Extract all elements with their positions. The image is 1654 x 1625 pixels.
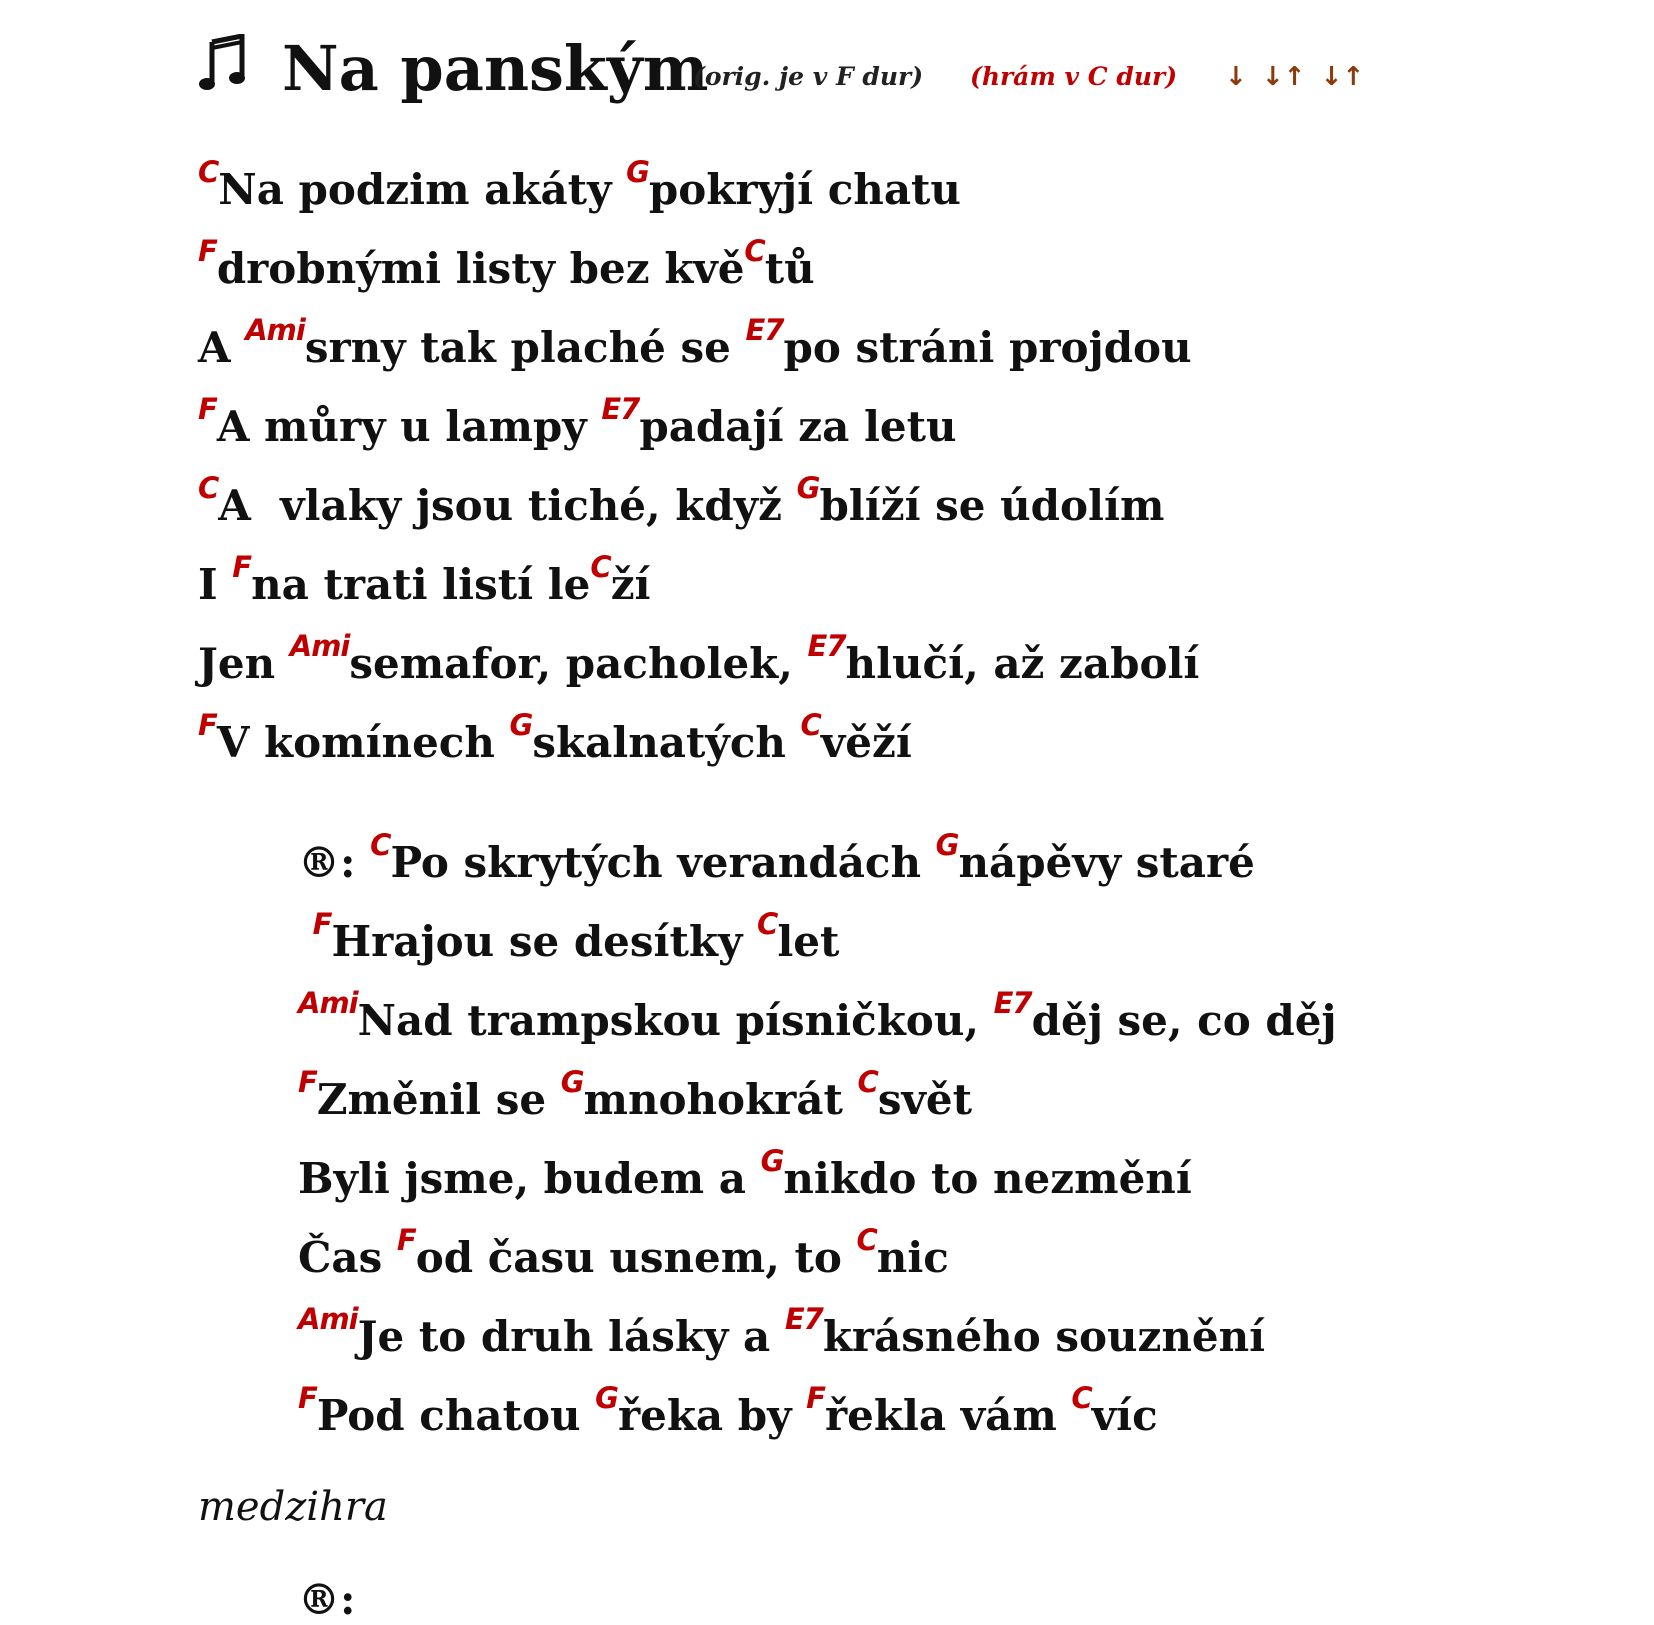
transpose-down-button[interactable]: ↓	[1225, 62, 1247, 92]
chord-label: C	[198, 155, 219, 189]
chord-label: Ami	[245, 313, 305, 347]
chord-label: C	[757, 907, 778, 941]
chord-label: G	[626, 155, 649, 189]
chord-label: F	[312, 907, 332, 941]
verse-line	[198, 392, 957, 456]
verse-line	[198, 550, 651, 614]
chord-label: C	[744, 234, 765, 268]
chord-label: E7	[807, 629, 846, 663]
lyric-text: víc	[1091, 1391, 1158, 1440]
chord-label: C	[800, 708, 821, 742]
lyric-text: Nad trampskou písničkou,	[357, 996, 994, 1045]
chord-label: C	[590, 550, 611, 584]
chord-label: G	[796, 471, 820, 505]
lyric-text: blíží se údolím	[819, 481, 1165, 530]
lyric-text: Hrajou se desítky	[331, 917, 758, 966]
chord-label: E7	[601, 392, 640, 426]
chord-label: F	[198, 234, 217, 268]
lyric-text: řeka by	[617, 1391, 807, 1440]
lyric-text: svět	[877, 1075, 972, 1124]
lyric-text: A	[198, 323, 246, 372]
verse-line	[198, 234, 815, 298]
lyric-text: padají za letu	[639, 402, 957, 451]
lyric-text: řekla vám	[824, 1391, 1072, 1440]
chord-label: F	[298, 1381, 317, 1415]
chord-label: G	[509, 708, 533, 742]
lyric-text: semafor, pacholek,	[349, 639, 808, 688]
verse-line	[198, 313, 1192, 377]
lyric-text: tů	[764, 244, 815, 293]
interlude-label: medzihra	[198, 1484, 388, 1530]
lyric-text: ží	[610, 560, 651, 609]
lyric-text: od času usnem, to	[415, 1233, 857, 1282]
chord-label: Ami	[298, 1302, 358, 1336]
verse-line	[198, 708, 912, 772]
lyric-text: ®:	[298, 838, 371, 887]
chorus-line	[298, 1302, 1266, 1366]
chord-label: E7	[745, 313, 784, 347]
lyric-text: Změnil se	[316, 1075, 561, 1124]
chord-label: E7	[784, 1302, 823, 1336]
lyric-text: A můry u lampy	[216, 402, 602, 451]
lyric-text: Na podzim akáty	[218, 165, 627, 214]
transpose-toggle-button-2[interactable]: ↓↑	[1320, 62, 1365, 92]
lyric-text: Pod chatou	[316, 1391, 596, 1440]
verse-line	[198, 629, 1200, 693]
chord-label: C	[857, 1065, 878, 1099]
chord-label: G	[935, 828, 959, 862]
lyric-text: srny tak plaché se	[304, 323, 746, 372]
lyric-text	[298, 917, 313, 966]
lyric-text: skalnatých	[532, 718, 801, 767]
chord-label: F	[232, 550, 252, 584]
lyric-text: hlučí, až zabolí	[845, 639, 1200, 688]
lyric-text: nikdo to nezmění	[783, 1154, 1192, 1203]
chord-label: G	[595, 1381, 618, 1415]
verse-line	[198, 155, 961, 219]
lyric-text: po stráni projdou	[783, 323, 1192, 372]
lyric-text: let	[777, 917, 840, 966]
lyric-text: nic	[876, 1233, 949, 1282]
chorus-line	[298, 1065, 972, 1129]
chord-label: C	[1071, 1381, 1092, 1415]
chorus-line	[298, 907, 840, 971]
lyric-text: Byli jsme, budem a	[298, 1154, 761, 1203]
chord-label: C	[856, 1223, 877, 1257]
chorus-line	[298, 828, 1255, 892]
chorus-line	[298, 986, 1337, 1050]
chord-label: Ami	[298, 986, 358, 1020]
chorus-repeat-mark: ®:	[298, 1575, 356, 1624]
chord-label: C	[370, 828, 391, 862]
chord-label: G	[760, 1144, 784, 1178]
lyric-text: pokryjí chatu	[648, 165, 961, 214]
lyric-text: na trati listí le	[251, 560, 591, 609]
lyric-text: věží	[820, 718, 912, 767]
chord-label: F	[806, 1381, 825, 1415]
transpose-controls	[1225, 62, 1374, 92]
lyric-text: drobnými listy bez kvě	[216, 244, 745, 293]
chord-label: F	[198, 708, 217, 742]
lyric-text: Jen	[198, 639, 290, 688]
chord-label: F	[198, 392, 217, 426]
lyric-text: nápěvy staré	[958, 838, 1255, 887]
lyric-text: mnohokrát	[583, 1075, 858, 1124]
lyric-text: A vlaky jsou tiché, když	[218, 481, 797, 530]
chord-label: E7	[993, 986, 1032, 1020]
music-note-icon	[198, 34, 248, 94]
verse-line	[198, 471, 1165, 535]
chorus-line	[298, 1144, 1192, 1208]
chord-label: C	[198, 471, 219, 505]
chord-label: G	[560, 1065, 584, 1099]
chord-label: F	[298, 1065, 317, 1099]
chorus-line	[298, 1381, 1158, 1445]
lyric-text: krásného souznění	[822, 1312, 1266, 1361]
lyric-text: Čas	[298, 1233, 397, 1282]
chord-label: F	[396, 1223, 416, 1257]
chord-label: Ami	[289, 629, 350, 663]
chorus-line	[298, 1223, 949, 1287]
lyric-text: V komínech	[216, 718, 510, 767]
lyric-text: děj se, co děj	[1031, 996, 1337, 1045]
lyric-text: I	[198, 560, 233, 609]
played-key: (hrám v C dur)	[970, 62, 1178, 91]
song-title: Na panským	[282, 32, 709, 105]
lyric-text: Po skrytých verandách	[390, 838, 936, 887]
lyric-text: Je to druh lásky a	[357, 1312, 785, 1361]
transpose-toggle-button-1[interactable]: ↓↑	[1261, 62, 1306, 92]
original-key: (orig. je v F dur)	[693, 62, 924, 91]
